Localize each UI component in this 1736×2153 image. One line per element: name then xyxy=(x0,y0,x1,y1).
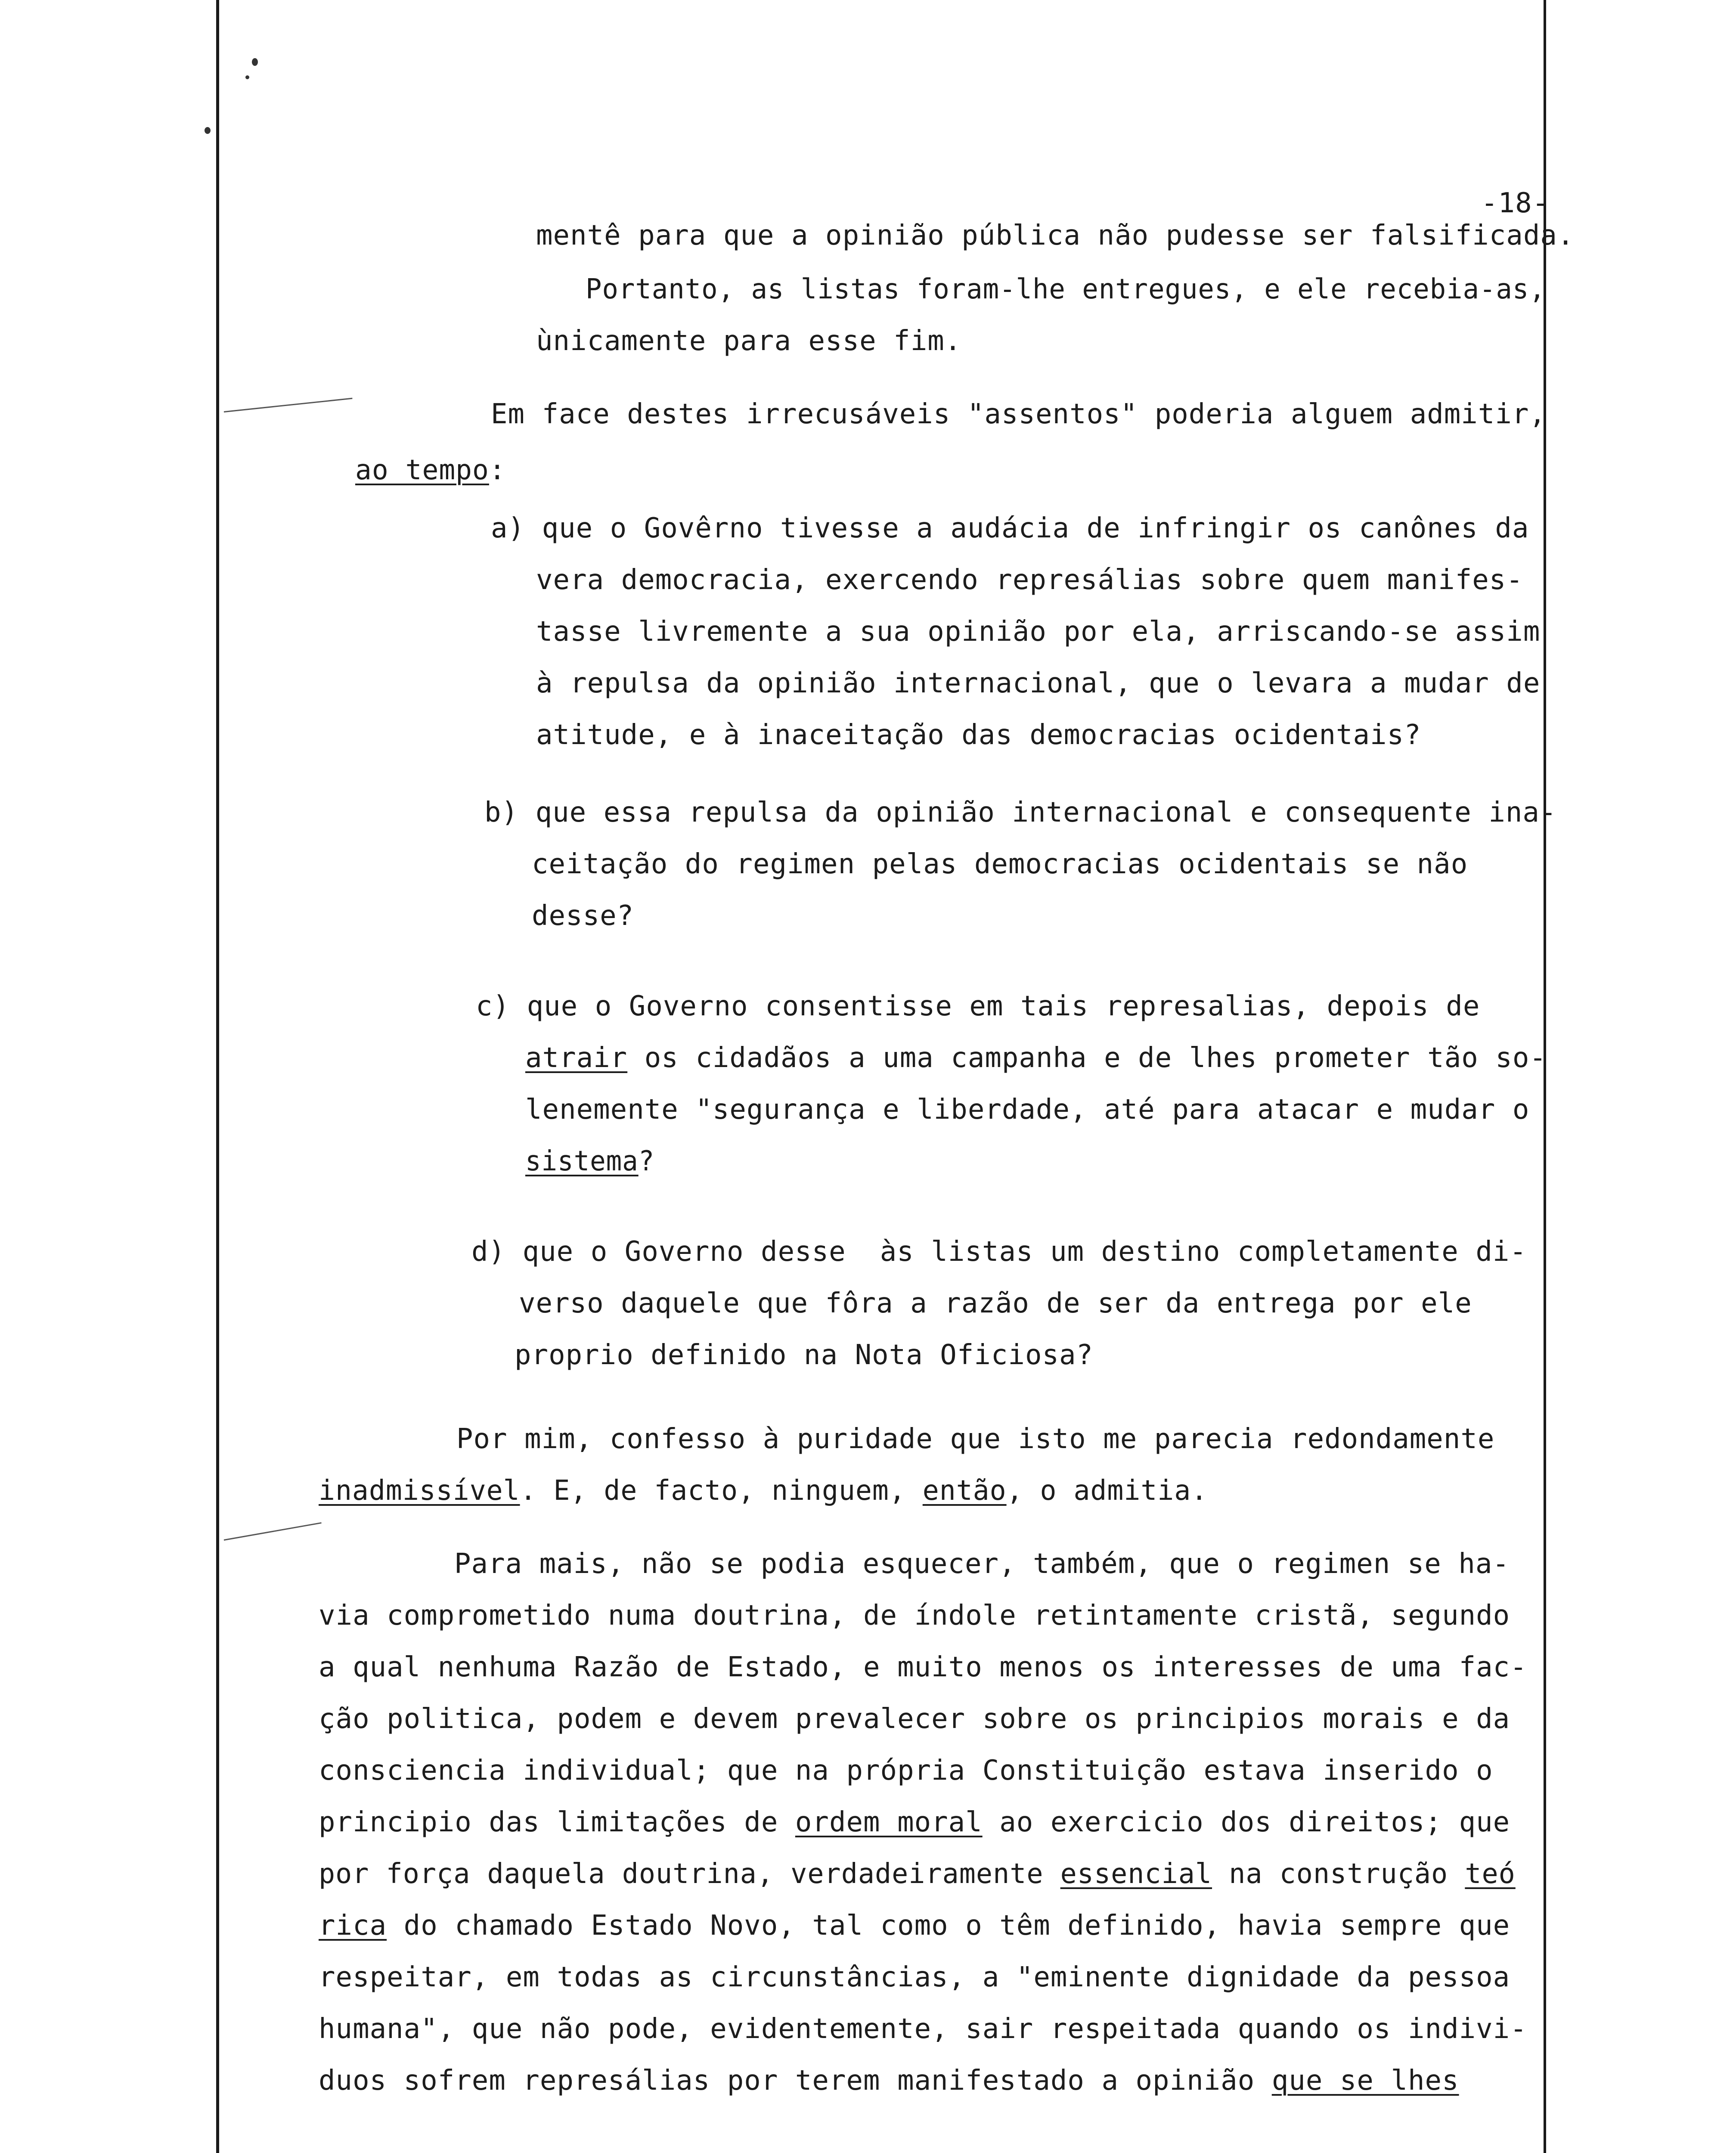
text-segment: consciencia individual; que na própria Constituição estava inserido o xyxy=(319,1755,1493,1787)
text-segment: ùnicamente para esse fim. xyxy=(536,325,962,357)
text-line xyxy=(476,990,1480,1022)
text-segment: b) que essa repulsa da opinião internacional e consequente ina- xyxy=(484,797,1557,828)
right-margin-rule xyxy=(1544,0,1546,2153)
ink-speck xyxy=(205,127,211,134)
text-line xyxy=(319,1961,1510,1993)
text-segment: do chamado Estado Novo, tal como o têm definido, havia sempre que xyxy=(387,1910,1510,1942)
text-line xyxy=(491,512,1529,544)
underlined-text: essencial xyxy=(1060,1858,1212,1890)
underlined-text: teó xyxy=(1465,1858,1516,1890)
text-segment: na construção xyxy=(1212,1858,1465,1890)
text-segment: c) que o Governo consentisse em tais represalias, depois de xyxy=(476,990,1480,1022)
text-segment: , o admitia. xyxy=(1006,1475,1208,1507)
text-segment: ceitação do regimen pelas democracias ocidentais se não xyxy=(532,848,1468,880)
underlined-text: então xyxy=(922,1475,1007,1507)
text-line xyxy=(319,1755,1493,1787)
text-segment: via comprometido numa doutrina, de índole retintamente cristã, segundo xyxy=(319,1600,1510,1632)
text-segment: por força daquela doutrina, verdadeiramente xyxy=(319,1858,1060,1890)
text-segment: Para mais, não se podia esquecer, também, que o regimen se ha- xyxy=(454,1548,1510,1580)
text-segment: . E, de facto, ninguem, xyxy=(520,1475,923,1507)
text-segment: a) que o Govêrno tivesse a audácia de infringir os canônes da xyxy=(491,512,1529,544)
ink-speck xyxy=(252,58,258,66)
underlined-text: sistema xyxy=(525,1145,639,1177)
text-segment: os cidadãos a uma campanha e de lhes prometer tão so- xyxy=(627,1042,1547,1074)
underlined-text: ao tempo xyxy=(355,454,489,486)
text-line xyxy=(536,327,961,355)
text-line xyxy=(536,222,1574,249)
text-segment: : xyxy=(489,454,506,486)
page-number: -18- xyxy=(1481,187,1550,219)
text-line xyxy=(471,1238,1527,1266)
text-segment: a qual nenhuma Razão de Estado, e muito menos os interesses de uma fac- xyxy=(319,1651,1527,1683)
text-line xyxy=(456,1425,1494,1453)
underlined-text: ordem moral xyxy=(795,1806,983,1838)
text-segment: verso daquele que fôra a razão de ser da entrega por ele xyxy=(519,1287,1472,1319)
underlined-text: inadmissível xyxy=(319,1475,520,1507)
margin-pencil-stroke xyxy=(224,1522,322,1541)
text-segment: lenemente "segurança e liberdade, até para atacar e mudar o xyxy=(525,1094,1530,1126)
text-segment: tasse livremente a sua opinião por ela, arriscando-se assim xyxy=(536,616,1541,648)
text-segment: mentê para que a opinião pública não pudesse ser falsificada. xyxy=(536,220,1575,251)
text-line xyxy=(319,1910,1510,1942)
text-segment: desse? xyxy=(532,900,634,932)
text-line xyxy=(515,1341,1093,1369)
text-line xyxy=(491,400,1546,428)
text-line xyxy=(525,1044,1547,1072)
text-line xyxy=(536,566,1523,594)
text-line xyxy=(454,1550,1510,1578)
text-line xyxy=(319,1860,1516,1888)
text-segment: ao exercicio dos direitos; que xyxy=(982,1806,1510,1838)
text-segment: vera democracia, exercendo represálias sobre quem manifes- xyxy=(536,564,1523,596)
text-segment: atitude, e à inaceitação das democracias ocidentais? xyxy=(536,719,1421,751)
left-margin-rule xyxy=(216,0,219,2153)
text-segment: humana", que não pode, evidentemente, sair respeitada quando os indivi- xyxy=(319,2013,1527,2045)
text-segment: Portanto, as listas foram-lhe entregues, e ele recebia-as, xyxy=(586,273,1546,305)
text-line xyxy=(319,1477,1208,1505)
text-line xyxy=(532,850,1468,878)
underlined-text: que se lhes xyxy=(1271,2065,1459,2097)
text-segment: respeitar, em todas as circunstâncias, a "eminente dignidade da pessoa xyxy=(319,1961,1510,1993)
text-line xyxy=(586,273,1546,305)
text-segment: ção politica, podem e devem prevalecer sobre os principios morais e da xyxy=(319,1703,1510,1735)
text-line xyxy=(536,667,1541,699)
text-segment: duos sofrem represálias por terem manifestado a opinião xyxy=(319,2065,1272,2097)
underlined-text: rica xyxy=(319,1910,387,1942)
ink-speck xyxy=(245,75,249,79)
text-segment: à repulsa da opinião internacional, que o levara a mudar de xyxy=(536,667,1541,699)
text-line xyxy=(319,2015,1527,2043)
underlined-text: atrair xyxy=(525,1042,628,1074)
margin-pencil-stroke xyxy=(224,398,353,413)
text-line xyxy=(536,721,1421,749)
text-line xyxy=(319,1705,1510,1733)
text-line xyxy=(519,1287,1472,1319)
text-line xyxy=(319,1806,1510,1838)
text-segment: d) que o Governo desse às listas um destino completamente di- xyxy=(471,1236,1527,1268)
text-segment: ? xyxy=(638,1145,655,1177)
text-line xyxy=(536,616,1541,648)
text-segment: principio das limitações de xyxy=(319,1806,795,1838)
text-line xyxy=(319,1651,1527,1683)
text-line xyxy=(355,456,506,484)
text-line xyxy=(319,2065,1459,2097)
text-segment: proprio definido na Nota Oficiosa? xyxy=(515,1339,1094,1371)
text-line xyxy=(525,1094,1530,1126)
text-line xyxy=(532,902,634,930)
text-line xyxy=(319,1600,1510,1632)
text-segment: Em face destes irrecusáveis "assentos" poderia alguem admitir, xyxy=(491,398,1546,430)
text-line xyxy=(525,1145,655,1177)
text-segment: Por mim, confesso à puridade que isto me parecia redondamente xyxy=(456,1423,1495,1455)
text-line xyxy=(484,799,1556,826)
